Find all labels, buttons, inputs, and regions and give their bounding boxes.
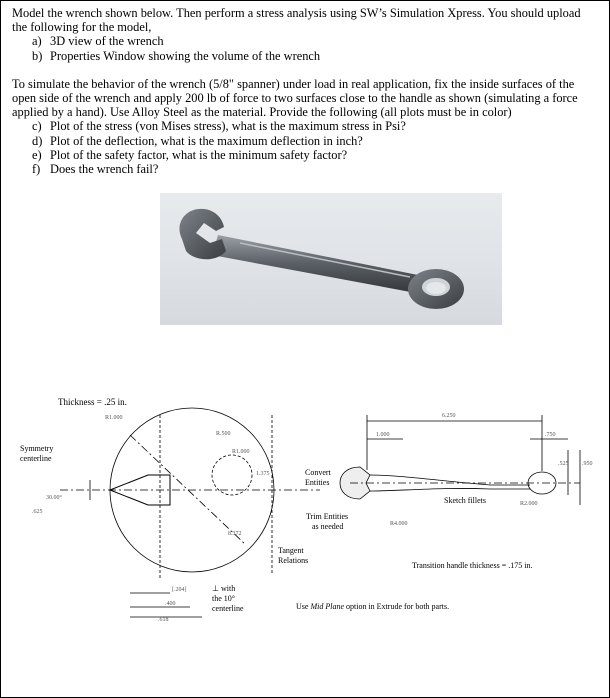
open-end-sketch [60, 408, 320, 617]
list-item-f: f) Does the wrench fail? [32, 162, 159, 177]
sketch-fillets-label: Sketch fillets [444, 496, 486, 505]
intro-line: Model the wrench shown below. Then perform a stress analysis using SW’s Simulation Xpress. You should upload [12, 6, 581, 20]
list-item-b: b) Properties Window showing the volume of the wrench [32, 48, 321, 63]
transition-label: Transition handle thickness = .175 in. [412, 561, 533, 570]
dim-r1000: R1.000 [105, 415, 123, 421]
list-item-a: a) 3D view of the wrench [32, 34, 164, 49]
dim-r1000b: R1.000 [232, 449, 250, 455]
trim-label: as needed [312, 522, 344, 531]
paragraph-line: applied by a hand). Use Alloy Steel as the material. Provide the following (all plots must be in color) [12, 105, 512, 120]
symmetry-label: centerline [20, 454, 52, 463]
dim-204: [.204] [172, 587, 187, 593]
dim-1000: 1.000 [376, 432, 390, 438]
dim-525: .525 [558, 461, 569, 467]
wrench-drawing [20, 395, 600, 625]
list-item-d: d) Plot of the deflection, what is the maximum deflection in inch? [32, 133, 363, 148]
dim-950: .950 [582, 461, 593, 467]
dim-750: .750 [545, 432, 556, 438]
wrench-render-image [160, 193, 502, 325]
dim-625: .625 [32, 509, 43, 515]
tangent-label: Relations [278, 556, 309, 565]
symmetry-label: Symmetry [20, 444, 54, 453]
list-item-e: e) Plot of the safety factor, what is the minimum safety factor? [32, 147, 348, 162]
handle-sketch [340, 415, 580, 505]
tangent-label: Tangent [278, 546, 304, 555]
mid-plane-note: Use Mid Plane option in Extrude for both parts. [296, 602, 450, 611]
dim-618: .618 [158, 617, 169, 623]
dim-r500: R.500 [216, 431, 231, 437]
dim-8372: 8.372 [228, 531, 242, 537]
dim-r2000: R2.000 [520, 501, 538, 507]
thickness-label: Thickness = .25 in. [58, 397, 127, 407]
instructions [12, 6, 600, 176]
dim-400: .400 [165, 601, 176, 607]
list-item-c: c) Plot of the stress (von Mises stress), what is the maximum stress in Psi? [32, 119, 406, 134]
wrench-photo [160, 193, 502, 325]
dim-r4000: R4.000 [390, 521, 408, 527]
perp-label: the 10° [212, 594, 235, 603]
perp-label: ⊥ with [212, 584, 236, 593]
dim-1375: 1.375 [256, 471, 270, 477]
paragraph-line: open side of the wrench and apply 200 lb of force to two surfaces close to the handle as shown (simulating a force [12, 91, 578, 106]
convert-label: Entities [305, 478, 330, 487]
dim-6250: 6.250 [442, 413, 456, 419]
trim-label: Trim Entities [306, 512, 349, 521]
perp-label: centerline [212, 604, 244, 613]
dim-angle: 30.00° [46, 495, 62, 501]
convert-label: Convert [305, 468, 331, 477]
intro-line: the following for the model, [12, 20, 152, 35]
paragraph-line: To simulate the behavior of the wrench (5/8" spanner) under load in real application, fix the inside surfaces of the [12, 76, 575, 91]
